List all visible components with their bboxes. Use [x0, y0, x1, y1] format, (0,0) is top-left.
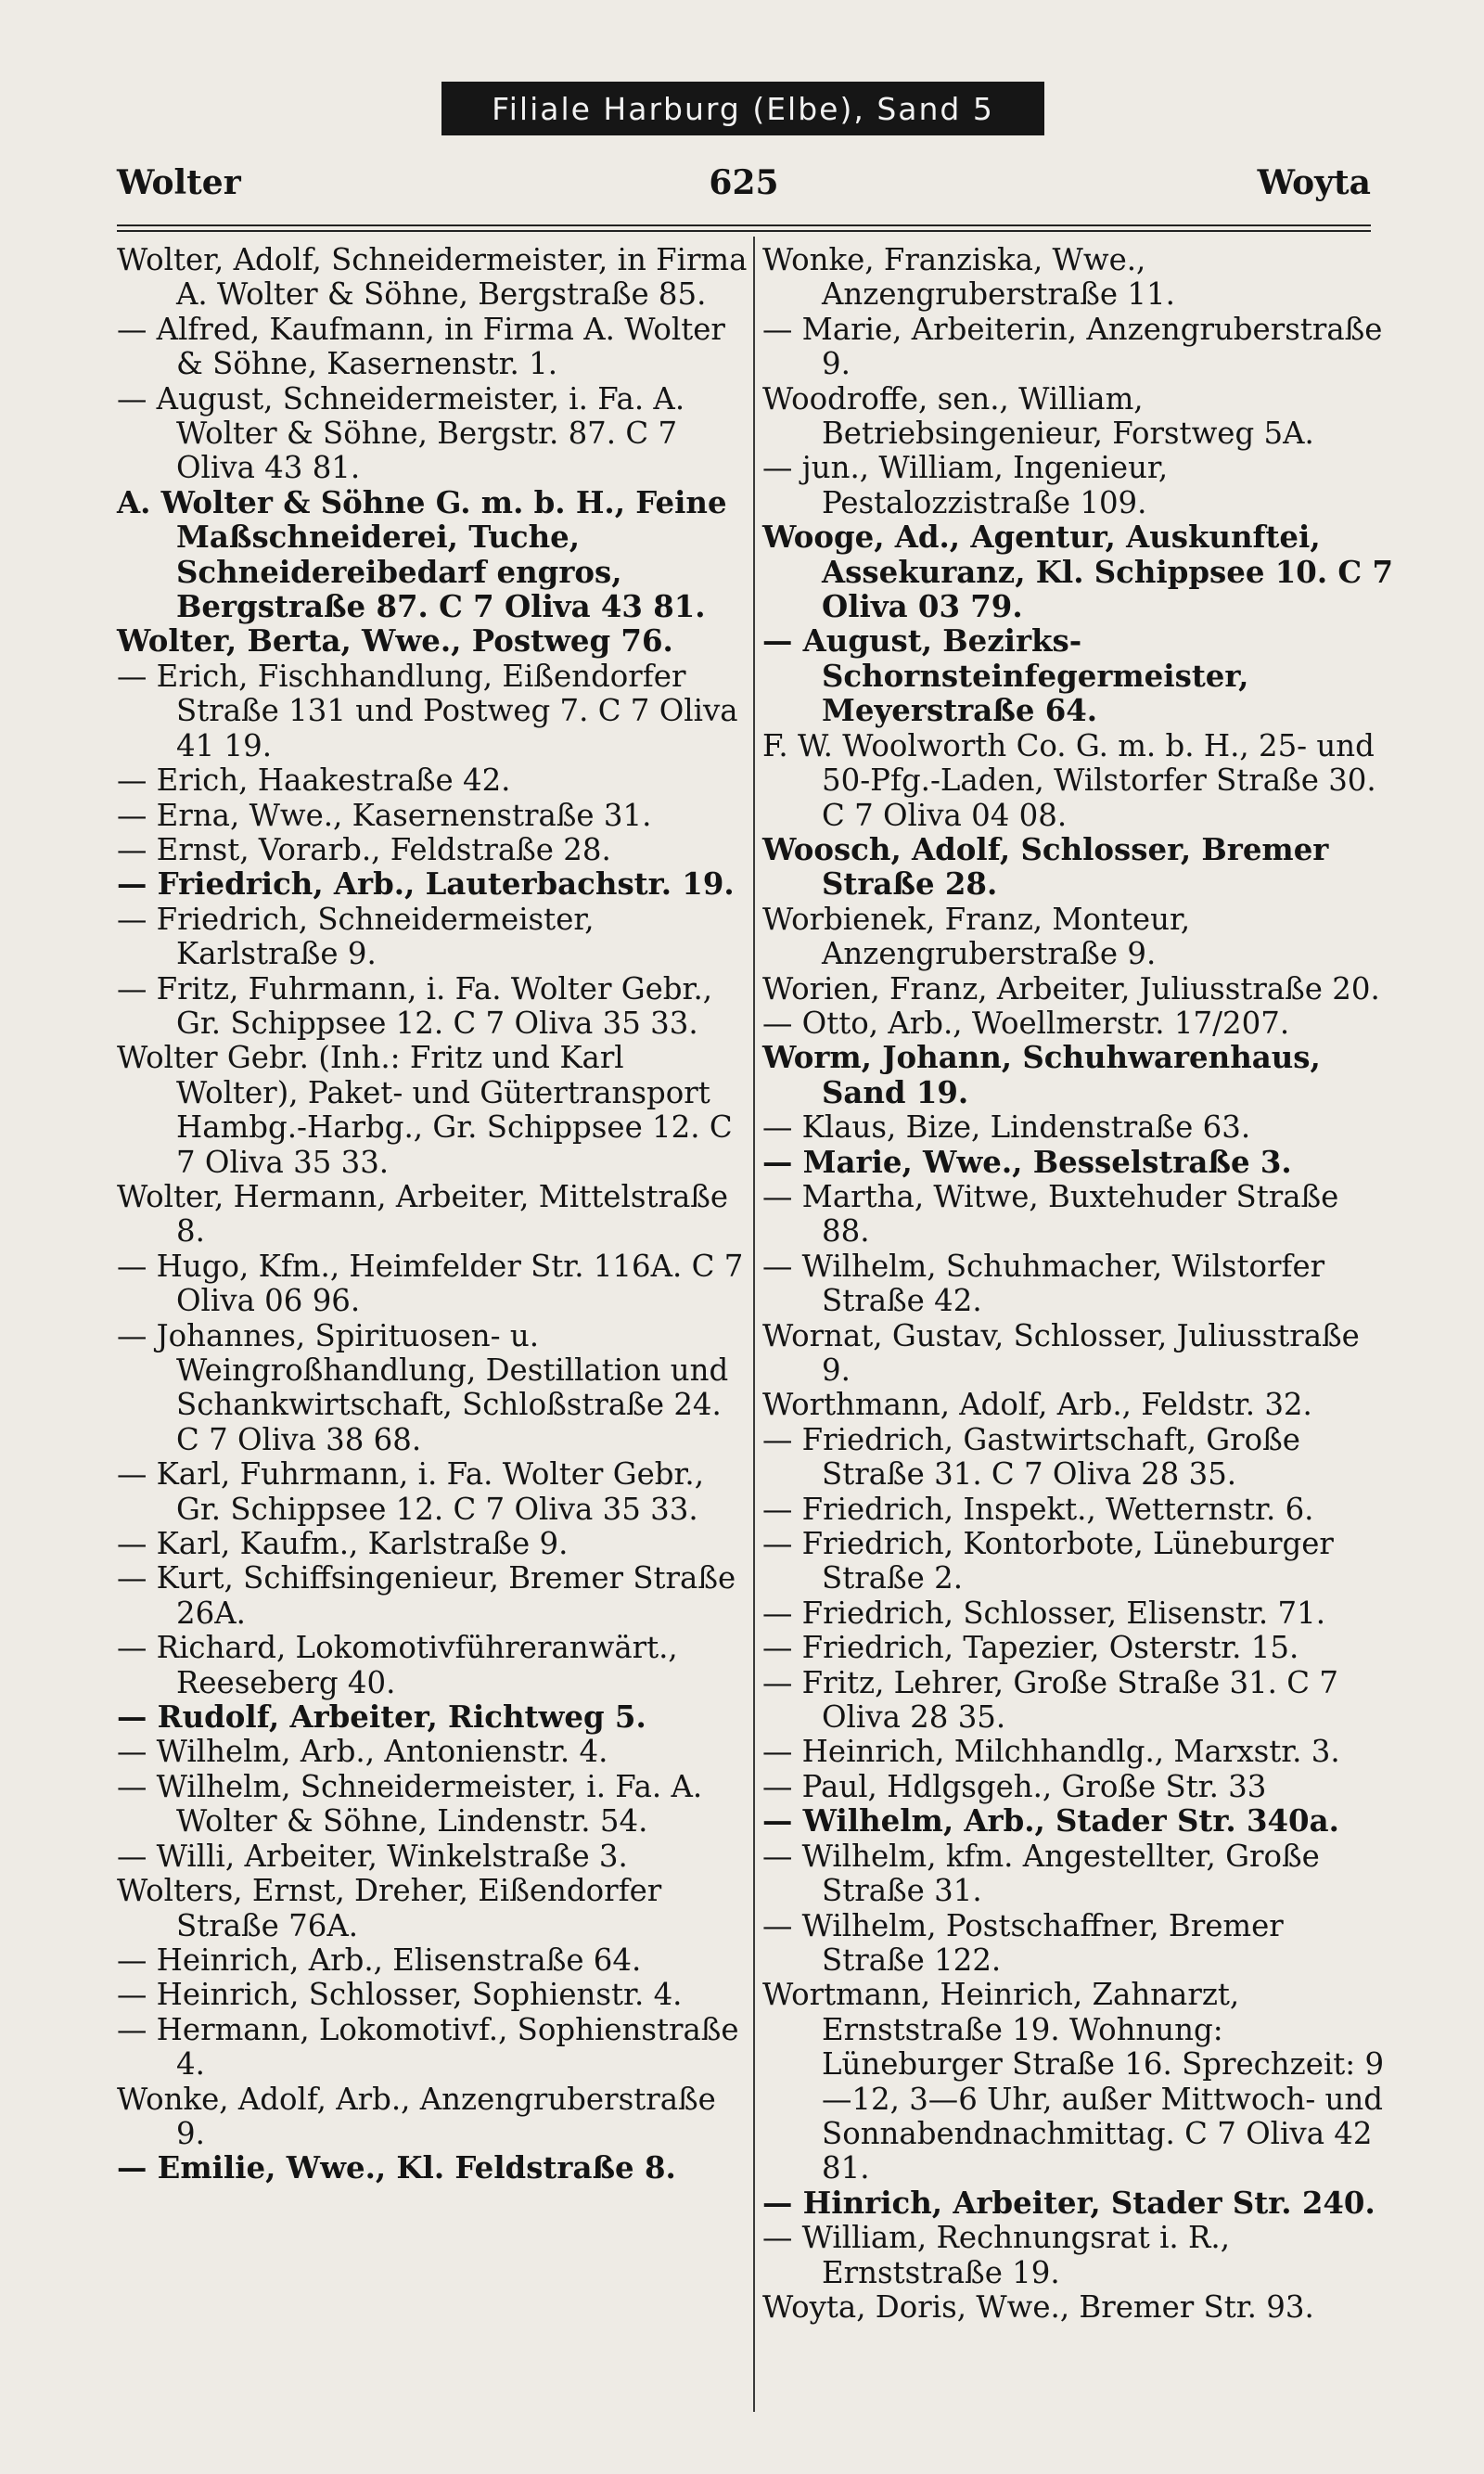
directory-entry: A. Wolter & Söhne G. m. b. H., Feine Maßschneiderei, Tuche, Schneidereibedarf engros, Bergstraße 87. C 7 Oliva 43 81.	[117, 484, 727, 625]
directory-entry: Wooge, Ad., Agentur, Auskunftei, Assekuranz, Kl. Schippsee 10. C 7 Oliva 03 79.	[762, 519, 1393, 625]
header-rule-bottom	[117, 230, 1371, 232]
directory-entry: — Martha, Witwe, Buxtehuder Straße 88.	[762, 1178, 1339, 1250]
directory-entry: — Friedrich, Inspekt., Wetternstr. 6.	[762, 1491, 1314, 1527]
directory-entry: — Marie, Arbeiterin, Anzengruberstraße 9.	[762, 311, 1383, 382]
right-column	[762, 243, 1393, 2325]
directory-entry: — Rudolf, Arbeiter, Richtweg 5.	[117, 1699, 646, 1736]
directory-entry: — Heinrich, Milchhandlg., Marxstr. 3.	[762, 1734, 1340, 1770]
directory-entry: — Friedrich, Arb., Lauterbachstr. 19.	[117, 866, 735, 903]
directory-entry: — Erich, Fischhandlung, Eißendorfer Straße 131 und Postweg 7. C 7 Oliva 41 19.	[117, 658, 738, 763]
directory-entry: — Fritz, Fuhrmann, i. Fa. Wolter Gebr., Gr. Schippsee 12. C 7 Oliva 35 33.	[117, 970, 713, 1041]
directory-entry: — Klaus, Bize, Lindenstraße 63.	[762, 1109, 1251, 1146]
directory-entry: F. W. Woolworth Co. G. m. b. H., 25- und 50-Pfg.-Laden, Wilstorfer Straße 30. C 7 Oliva 04 08.	[762, 727, 1376, 833]
directory-entry: — William, Rechnungsrat i. R., Ernststraße 19.	[762, 2220, 1231, 2290]
directory-entry: — Alfred, Kaufmann, in Firma A. Wolter & Söhne, Kasernenstr. 1.	[117, 311, 725, 382]
directory-entry: — Fritz, Lehrer, Große Straße 31. C 7 Oliva 28 35.	[762, 1664, 1338, 1736]
directory-entry: — Hinrich, Arbeiter, Stader Str. 240.	[762, 2185, 1375, 2221]
directory-entry: Worm, Johann, Schuhwarenhaus, Sand 19.	[762, 1040, 1321, 1110]
directory-entry: — Wilhelm, Arb., Stader Str. 340a.	[762, 1803, 1339, 1839]
directory-entry: Wonke, Franziska, Wwe., Anzengruberstraße 11.	[762, 242, 1175, 313]
directory-entry: Worthmann, Adolf, Arb., Feldstr. 32.	[762, 1387, 1312, 1423]
directory-entry: — Wilhelm, Schneidermeister, i. Fa. A. Wolter & Söhne, Lindenstr. 54.	[117, 1768, 703, 1839]
header-first-entry: Wolter	[117, 163, 241, 202]
directory-entry: — Friedrich, Gastwirtschaft, Große Straße 31. C 7 Oliva 28 35.	[762, 1421, 1300, 1493]
directory-entry: — Wilhelm, Postschaffner, Bremer Straße 122.	[762, 1907, 1284, 1978]
directory-entry: — Friedrich, Kontorbote, Lüneburger Straße 2.	[762, 1526, 1334, 1596]
directory-entry: — Wilhelm, Arb., Antonienstr. 4.	[117, 1734, 608, 1770]
directory-entry: Wortmann, Heinrich, Zahnarzt, Ernststraße 19. Wohnung: Lüneburger Straße 16. Sprechzeit: 9—12, 3—6 Uhr, außer Mittwoch- und Sonnabendnachmittag. C 7 Oliva 42 81.	[762, 1977, 1385, 2186]
directory-entry: Woodroffe, sen., William, Betriebsingenieur, Forstweg 5A.	[762, 380, 1314, 452]
directory-entry: — August, Bezirks-Schornsteinfegermeister, Meyerstraße 64.	[762, 623, 1249, 729]
directory-entry: — Wilhelm, kfm. Angestellter, Große Straße 31.	[762, 1838, 1320, 1909]
directory-entry: Wolter, Adolf, Schneidermeister, in Firma A. Wolter & Söhne, Bergstraße 85.	[117, 242, 748, 313]
directory-entry: — Johannes, Spirituosen- u. Weingroßhandlung, Destillation und Schankwirtschaft, Schloßstraße 24. C 7 Oliva 38 68.	[117, 1317, 729, 1457]
directory-entry: — Ernst, Vorarb., Feldstraße 28.	[117, 831, 611, 867]
directory-entry: Worbienek, Franz, Monteur, Anzengruberstraße 9.	[762, 901, 1191, 972]
directory-entry: — Friedrich, Tapezier, Osterstr. 15.	[762, 1630, 1299, 1666]
directory-entry: Wonke, Adolf, Arb., Anzengruberstraße 9.	[117, 2081, 716, 2151]
header-last-entry: Woyta	[1257, 163, 1371, 202]
directory-entry: Wornat, Gustav, Schlosser, Juliusstraße 9.	[762, 1317, 1360, 1388]
directory-entry: — Otto, Arb., Woellmerstr. 17/207.	[762, 1005, 1290, 1041]
directory-entry: Wolters, Ernst, Dreher, Eißendorfer Straße 76A.	[117, 1873, 662, 1943]
directory-entry: Wolter, Hermann, Arbeiter, Mittelstraße 8.	[117, 1178, 729, 1250]
directory-entry: — Karl, Kaufm., Karlstraße 9.	[117, 1526, 569, 1562]
branch-banner: Filiale Harburg (Elbe), Sand 5	[441, 82, 1044, 135]
directory-entry: Worien, Franz, Arbeiter, Juliusstraße 20.	[762, 970, 1380, 1006]
left-column	[117, 243, 748, 2186]
directory-entry: — Willi, Arbeiter, Winkelstraße 3.	[117, 1838, 628, 1874]
page-number: 625	[709, 163, 779, 202]
directory-entry: — Kurt, Schiffsingenieur, Bremer Straße 26A.	[117, 1560, 736, 1631]
directory-entry: — Friedrich, Schlosser, Elisenstr. 71.	[762, 1595, 1326, 1631]
directory-entry: — Marie, Wwe., Besselstraße 3.	[762, 1144, 1292, 1180]
directory-entry: — Heinrich, Arb., Elisenstraße 64.	[117, 1942, 642, 1978]
directory-entry: — Hermann, Lokomotivf., Sophienstraße 4.	[117, 2011, 739, 2083]
directory-entry: — Emilie, Wwe., Kl. Feldstraße 8.	[117, 2150, 676, 2186]
directory-entry: Woosch, Adolf, Schlosser, Bremer Straße 28.	[762, 831, 1329, 903]
directory-entry: — Hugo, Kfm., Heimfelder Str. 116A. C 7 Oliva 06 96.	[117, 1248, 744, 1319]
page-header	[117, 163, 1371, 215]
header-rule-top	[117, 224, 1371, 226]
directory-entry: — August, Schneidermeister, i. Fa. A. Wolter & Söhne, Bergstr. 87. C 7 Oliva 43 81.	[117, 380, 685, 486]
directory-entry: — Wilhelm, Schuhmacher, Wilstorfer Straße 42.	[762, 1248, 1325, 1319]
directory-entry: — Karl, Fuhrmann, i. Fa. Wolter Gebr., Gr. Schippsee 12. C 7 Oliva 35 33.	[117, 1456, 704, 1527]
directory-entry: Woyta, Doris, Wwe., Bremer Str. 93.	[762, 2288, 1314, 2325]
directory-entry: — Erich, Haakestraße 42.	[117, 763, 511, 799]
directory-entry: — Friedrich, Schneidermeister, Karlstraße 9.	[117, 901, 595, 972]
directory-entry: Wolter Gebr. (Inh.: Fritz und Karl Wolter), Paket- und Gütertransport Hambg.-Harbg., Gr. Schippsee 12. C 7 Oliva 35 33.	[117, 1040, 733, 1180]
column-divider	[753, 237, 755, 2412]
directory-entry: — Paul, Hdlgsgeh., Große Str. 33	[762, 1768, 1267, 1804]
directory-entry: Wolter, Berta, Wwe., Postweg 76.	[117, 623, 673, 660]
directory-entry: — jun., William, Ingenieur, Pestalozzistraße 109.	[762, 450, 1169, 520]
directory-entry: — Heinrich, Schlosser, Sophienstr. 4.	[117, 1977, 683, 2013]
directory-entry: — Richard, Lokomotivführeranwärt., Reeseberg 40.	[117, 1630, 678, 1700]
directory-entry: — Erna, Wwe., Kasernenstraße 31.	[117, 797, 652, 833]
